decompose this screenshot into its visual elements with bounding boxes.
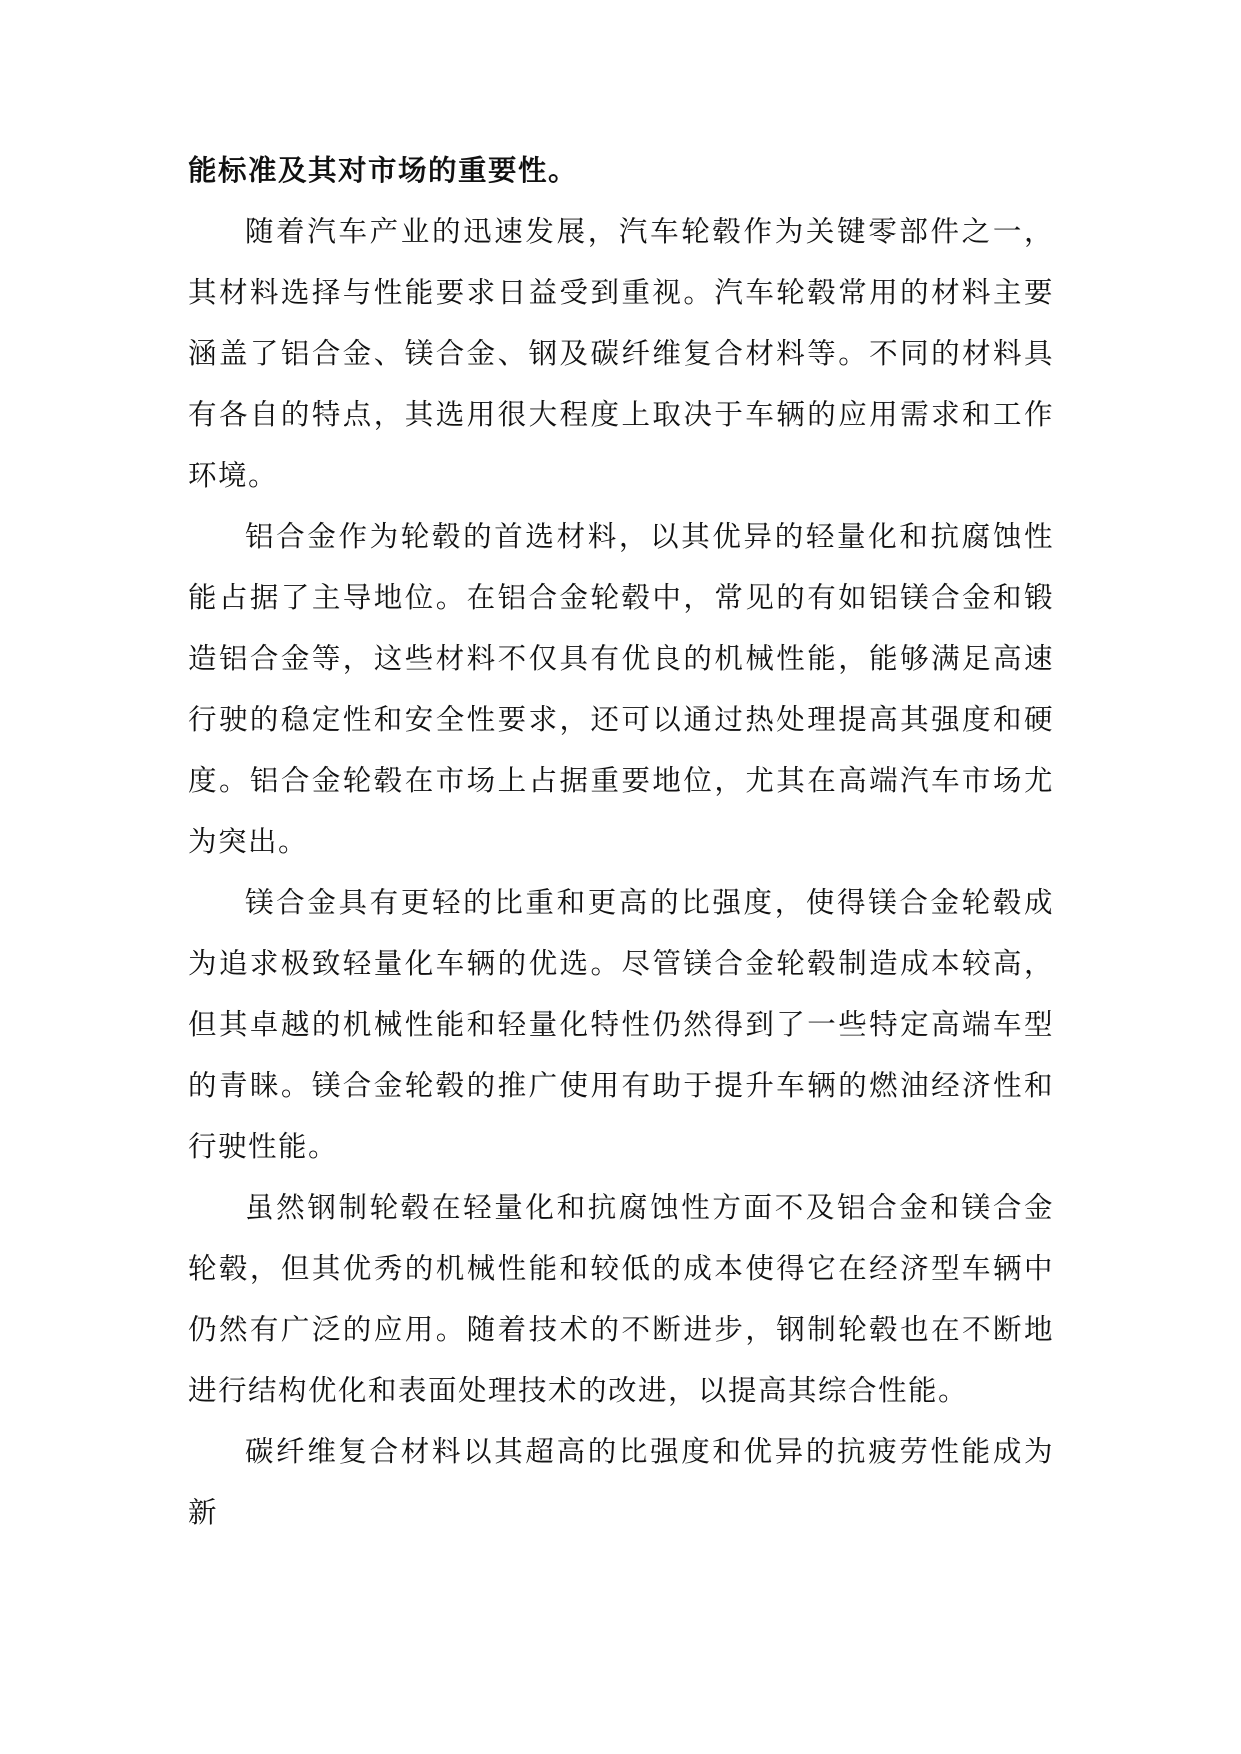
paragraph-magnesium-alloy: 镁合金具有更轻的比重和更高的比强度，使得镁合金轮毂成为追求极致轻量化车辆的优选。尽管镁合金轮毂制造成本较高，但其卓越的机械性能和轻量化特性仍然得到了一些特定高端车型的青睐。镁合金轮毂的推广使用有助于提升车辆的燃油经济性和行驶性能。 xyxy=(188,886,1054,1163)
paragraph-automotive-wheel-materials: 随着汽车产业的迅速发展，汽车轮毂作为关键零部件之一，其材料选择与性能要求日益受到重视。汽车轮毂常用的材料主要涵盖了铝合金、镁合金、钢及碳纤维复合材料等。不同的材料具有各自的特点，其选用很大程度上取决于车辆的应用需求和工作环境。 xyxy=(188,215,1054,492)
paragraph-aluminum-alloy: 铝合金作为轮毂的首选材料，以其优异的轻量化和抗腐蚀性能占据了主导地位。在铝合金轮毂中，常见的有如铝镁合金和锻造铝合金等，这些材料不仅具有优良的机械性能，能够满足高速行驶的稳定性和安全性要求，还可以通过热处理提高其强度和硬度。铝合金轮毂在市场上占据重要地位，尤其在高端汽车市场尤为突出。 xyxy=(188,520,1054,858)
section-heading-continuation: 能标准及其对市场的重要性。 xyxy=(188,153,579,187)
paragraph-steel-wheel: 虽然钢制轮毂在轻量化和抗腐蚀性方面不及铝合金和镁合金轮毂，但其优秀的机械性能和较低的成本使得它在经济型车辆中仍然有广泛的应用。随着技术的不断进步，钢制轮毂也在不断地进行结构优化和表面处理技术的改进，以提高其综合性能。 xyxy=(188,1191,1054,1407)
document-body xyxy=(188,140,1054,1543)
paragraph-carbon-fiber: 碳纤维复合材料以其超高的比强度和优异的抗疲劳性能成为新 xyxy=(188,1435,1054,1529)
